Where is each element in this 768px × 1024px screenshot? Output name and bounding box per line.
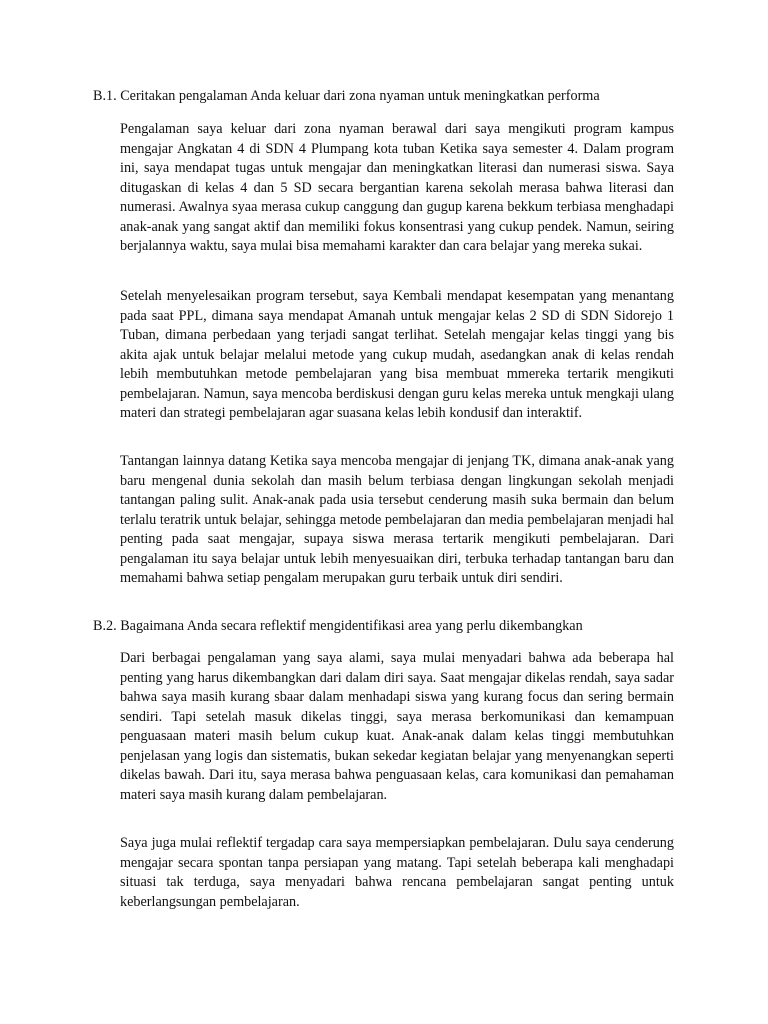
section-b1-heading: B.1. Ceritakan pengalaman Anda keluar dari zona nyaman untuk meningkatkan performa: [93, 88, 600, 104]
section-b2-heading: B.2. Bagaimana Anda secara reflektif mengidentifikasi area yang perlu dikembangkan: [93, 618, 583, 634]
section-b1-paragraph-3: Tantangan lainnya datang Ketika saya mencoba mengajar di jenjang TK, dimana anak-anak yang baru mengenal dunia sekolah dan masih belum terbiasa dengan lingkungan sekolah menjadi tantangan paling sulit. Anak-anak pada usia tersebut cenderung masih suka bermain dan belum terlalu teratrik untuk belajar, sehingga metode pembelajaran dan media pembelajaran menjadi hal penting pada saat mengajar, supaya siswa merasa tertarik mengikuti pembelajaran. Dari pengalaman itu saya belajar untuk lebih menyesuaikan diri, terbuka terhadap tantangan baru dan memahami bahwa setiap pengalam merupakan guru terbaik untuk diri sendiri.: [120, 453, 674, 586]
section-b2-paragraph-2: Saya juga mulai reflektif tergadap cara saya mempersiapkan pembelajaran. Dulu saya cenderung mengajar secara spontan tanpa persiapan yang matang. Tapi setelah beberapa kali menghadapi situasi tak terduga, saya menyadari bahwa rencana pembelajaran sangat penting untuk keberlangsungan pembelajaran.: [120, 835, 674, 910]
section-b2-paragraph-1: Dari berbagai pengalaman yang saya alami, saya mulai menyadari bahwa ada beberapa hal penting yang harus dikembangkan dari dalam diri saya. Saat mengajar dikelas rendah, saya sadar bahwa saya masih kurang sbaar dalam menhadapi siswa yang kurang focus dan sering bermain sendiri. Tapi setelah masuk dikelas tinggi, saya merasa berkomunikasi dan kemampuan penguasaan materi masih belum cukup kuat. Anak-anak dalam kelas tinggi membutuhkan penjelasan yang logis dan sistematis, bukan sekedar kegiatan belajar yang menyenangkan seperti dikelas bawah. Dari itu, saya merasa bahwa penguasaan kelas, cara komunikasi dan pemahaman materi saya masih kurang dalam pembelajaran.: [120, 650, 674, 803]
section-b1-paragraph-2: Setelah menyelesaikan program tersebut, saya Kembali mendapat kesempatan yang menantang pada saat PPL, dimana saya mendapat Amanah untuk mengajar kelas 2 SD di SDN Sidorejo 1 Tuban, dimana perbedaan yang terjadi sangat terlihat. Setelah mengajar kelas tinggi yang bis akita ajak untuk belajar melalui metode yang cukup mudah, asedangkan anak di kelas rendah lebih membutuhkan metode pembelajaran yang bisa membuat mmereka tertarik mengikuti pembelajaran. Namun, saya mencoba berdiskusi dengan guru kelas mereka untuk mengkaji ulang materi dan strategi pembelajaran agar suasana kelas lebih kondusif dan interaktif.: [120, 288, 674, 421]
section-b1-paragraph-1: Pengalaman saya keluar dari zona nyaman berawal dari saya mengikuti program kampus mengajar Angkatan 4 di SDN 4 Plumpang kota tuban Ketika saya semester 4. Dalam program ini, saya mendapat tugas untuk mengajar dan meningkatkan literasi dan numerasi siswa. Saya ditugaskan di kelas 4 dan 5 SD secara bergantian karena sekolah merasa bahwa literasi dan numerasi. Awalnya syaa merasa cukup canggung dan gugup karena bekkum terbiasa menghadapi anak-anak yang sangat aktif dan memiliki fokus konsentrasi yang cukup pendek. Namun, seiring berjalannya waktu, saya mulai bisa memahami karakter dan cara belajar yang mereka sukai.: [120, 121, 674, 254]
